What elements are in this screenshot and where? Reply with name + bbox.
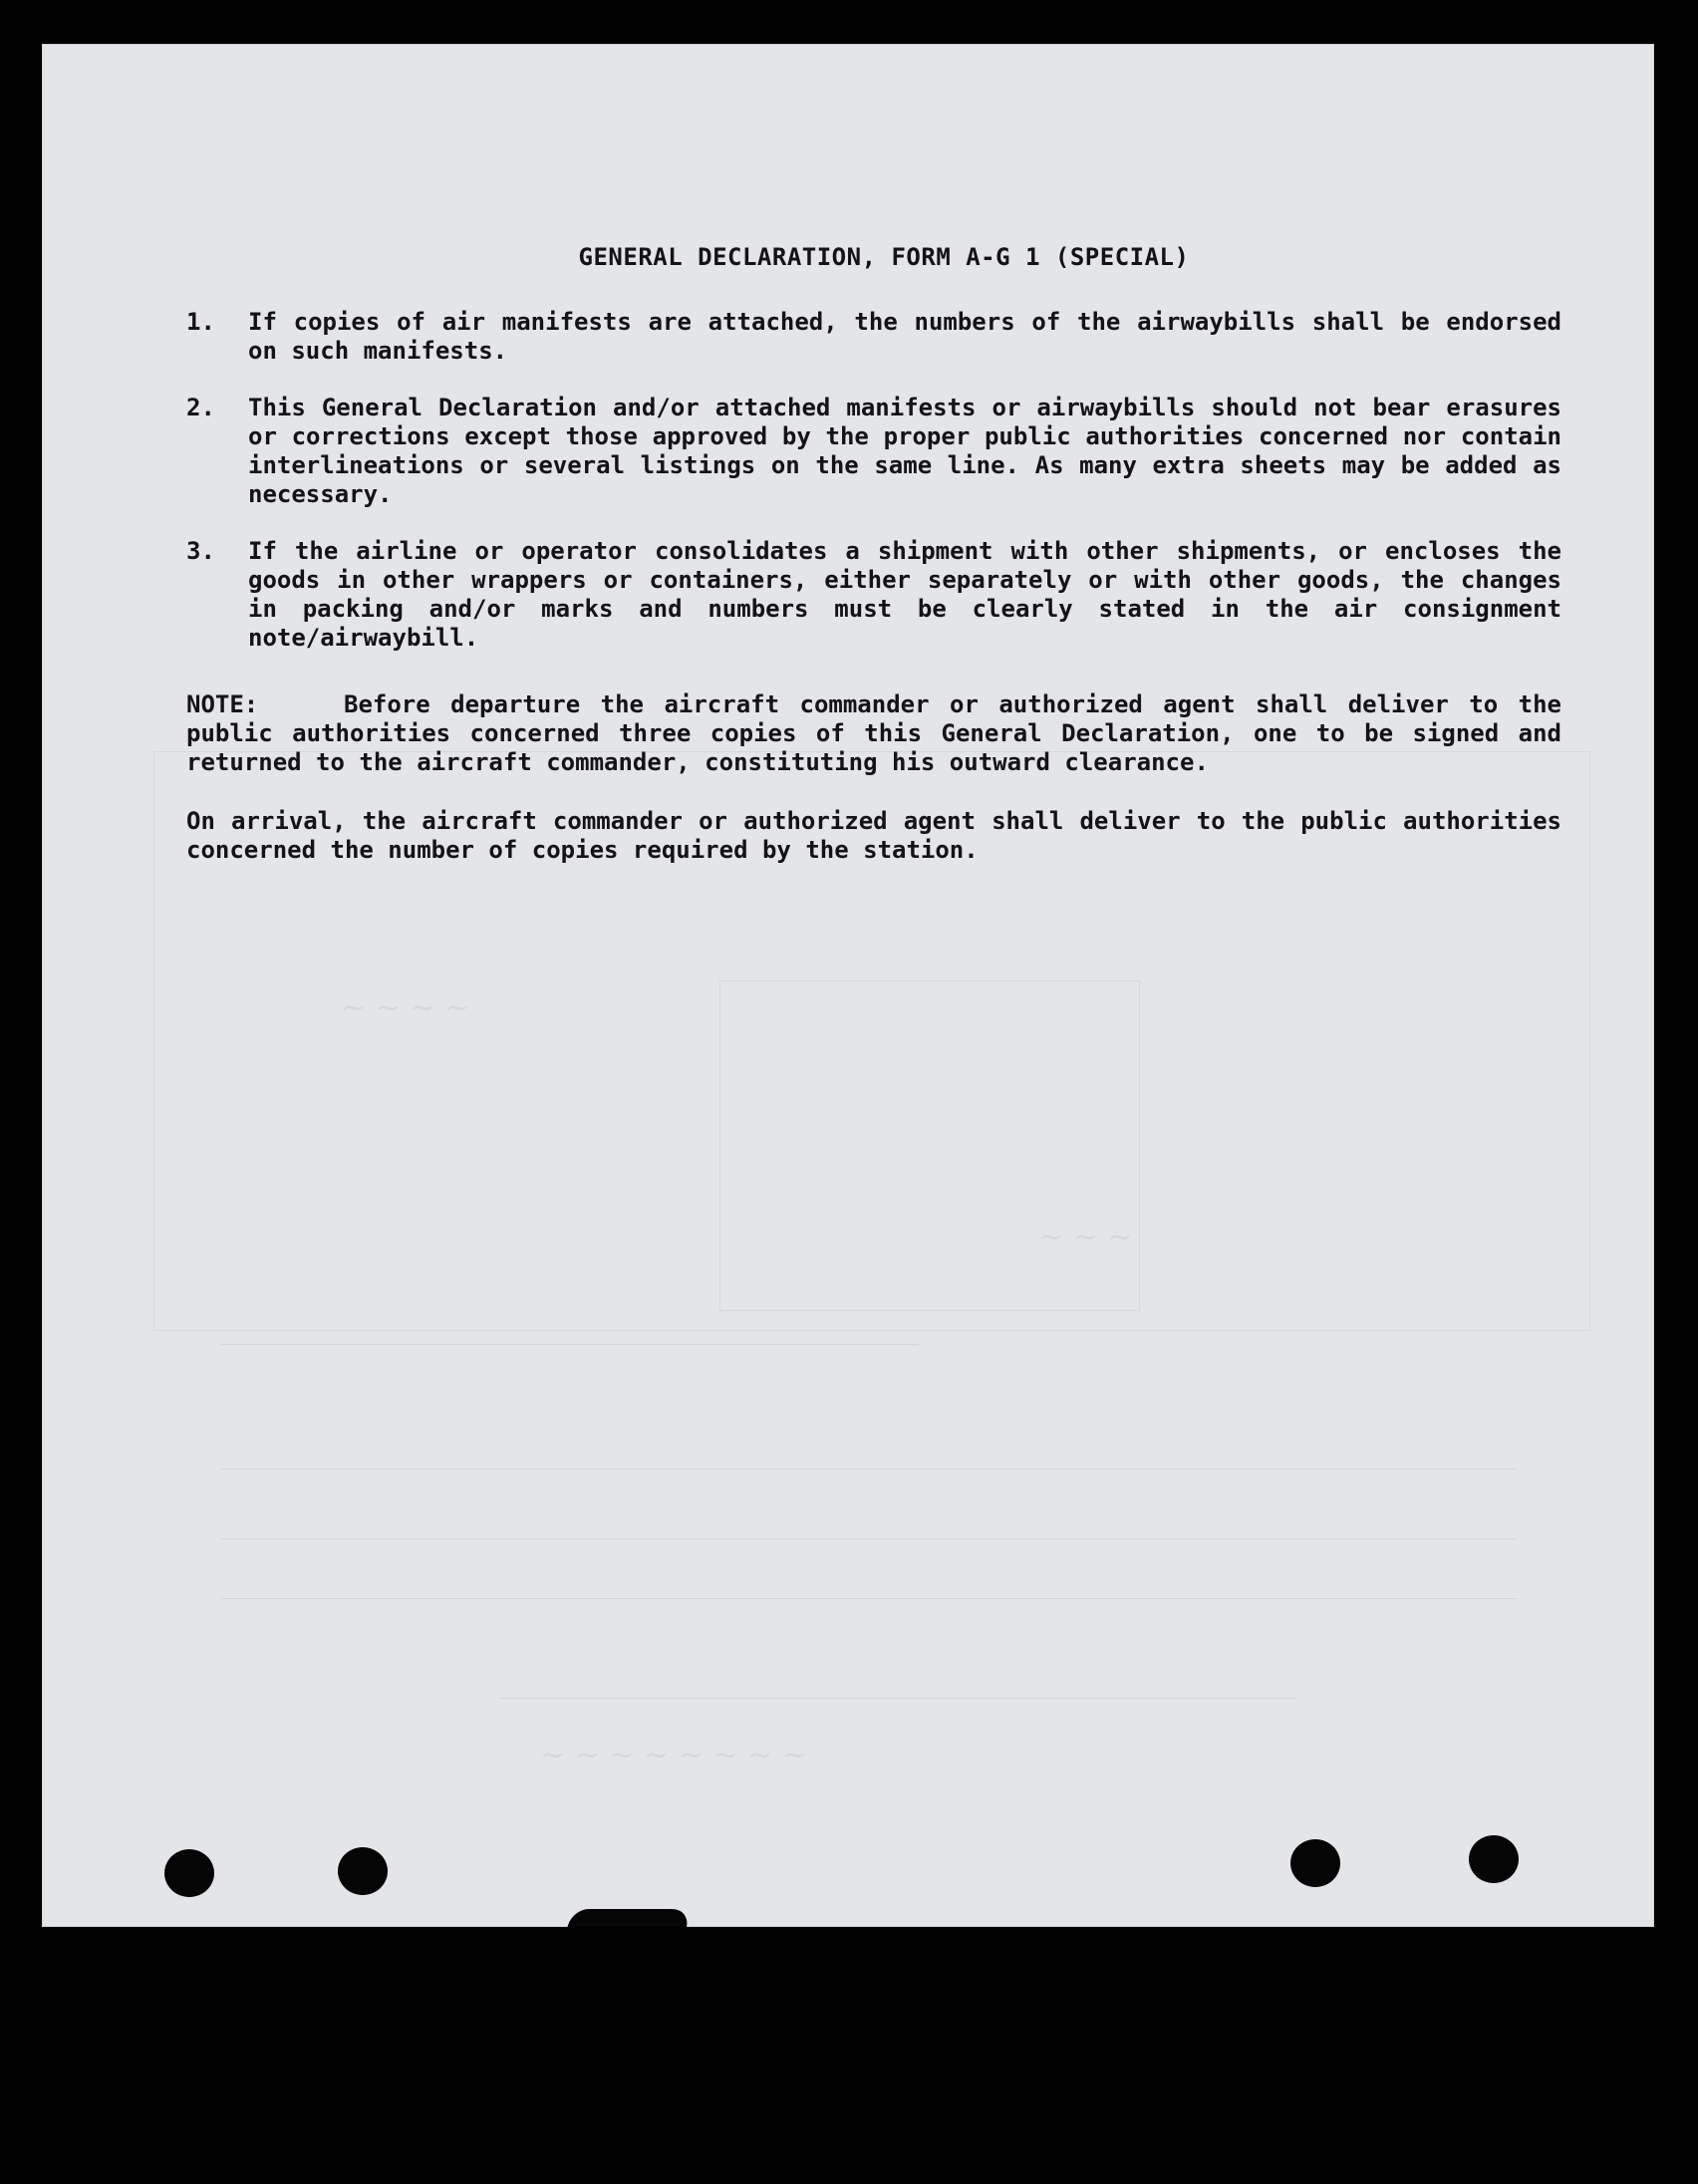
torn-edge xyxy=(566,1909,694,1927)
punch-hole xyxy=(1469,1835,1519,1883)
list-item-text: If the airline or operator consolidates a shipment with other shipments, or encloses the goods in other wrappers or containers, either separately or with other goods, the changes in packing and/or marks and numbers must be clearly stated in the air consignment note/airwaybill. xyxy=(248,537,1561,652)
bleed-through-rule xyxy=(221,1538,1517,1539)
list-item-number: 2. xyxy=(186,394,215,421)
bleed-through-form-cell xyxy=(719,980,1140,1311)
document-page xyxy=(42,44,1654,1927)
note-label: NOTE: xyxy=(186,690,259,718)
list-item-number: 1. xyxy=(186,308,215,336)
bleed-through-rule xyxy=(221,1598,1517,1599)
list-item-number: 3. xyxy=(186,537,215,565)
bleed-through-marking: ~ ~ ~ xyxy=(1038,1220,1133,1254)
bleed-through-rule xyxy=(500,1698,1297,1699)
arrival-paragraph: On arrival, the aircraft commander or authorized agent shall deliver to the public authorities concerned the number of copies required by the station. xyxy=(186,807,1561,864)
list-item xyxy=(186,308,1561,366)
bleed-through-marking: ~ ~ ~ ~ ~ ~ ~ ~ xyxy=(540,1738,807,1773)
list-item-text: This General Declaration and/or attached manifests or airwaybills should not bear erasures or corrections except those approved by the proper public authorities concerned nor contain interlineations or several listings on the same line. As many extra sheets may be added as necessary. xyxy=(248,394,1561,508)
list-item xyxy=(186,537,1561,653)
bleed-through-rule xyxy=(221,1344,919,1345)
document-body xyxy=(186,243,1561,865)
list-item xyxy=(186,394,1561,509)
punch-hole xyxy=(338,1847,388,1895)
bleed-through-rule xyxy=(221,1469,1517,1470)
list-item-text: If copies of air manifests are attached, the numbers of the airwaybills shall be endorsed on such manifests. xyxy=(248,308,1561,365)
note-text: Before departure the aircraft commander or authorized agent shall deliver to the public authorities concerned three copies of this General Declaration, one to be signed and returned to the aircraft commander, constituting his outward clearance. xyxy=(186,690,1561,776)
instruction-list xyxy=(186,308,1561,653)
punch-hole xyxy=(1290,1839,1340,1887)
bleed-through-marking: ~ ~ ~ ~ xyxy=(341,990,470,1025)
note-paragraph xyxy=(186,690,1561,777)
document-title: GENERAL DECLARATION, FORM A-G 1 (SPECIAL) xyxy=(578,243,1190,271)
punch-hole xyxy=(164,1849,214,1897)
